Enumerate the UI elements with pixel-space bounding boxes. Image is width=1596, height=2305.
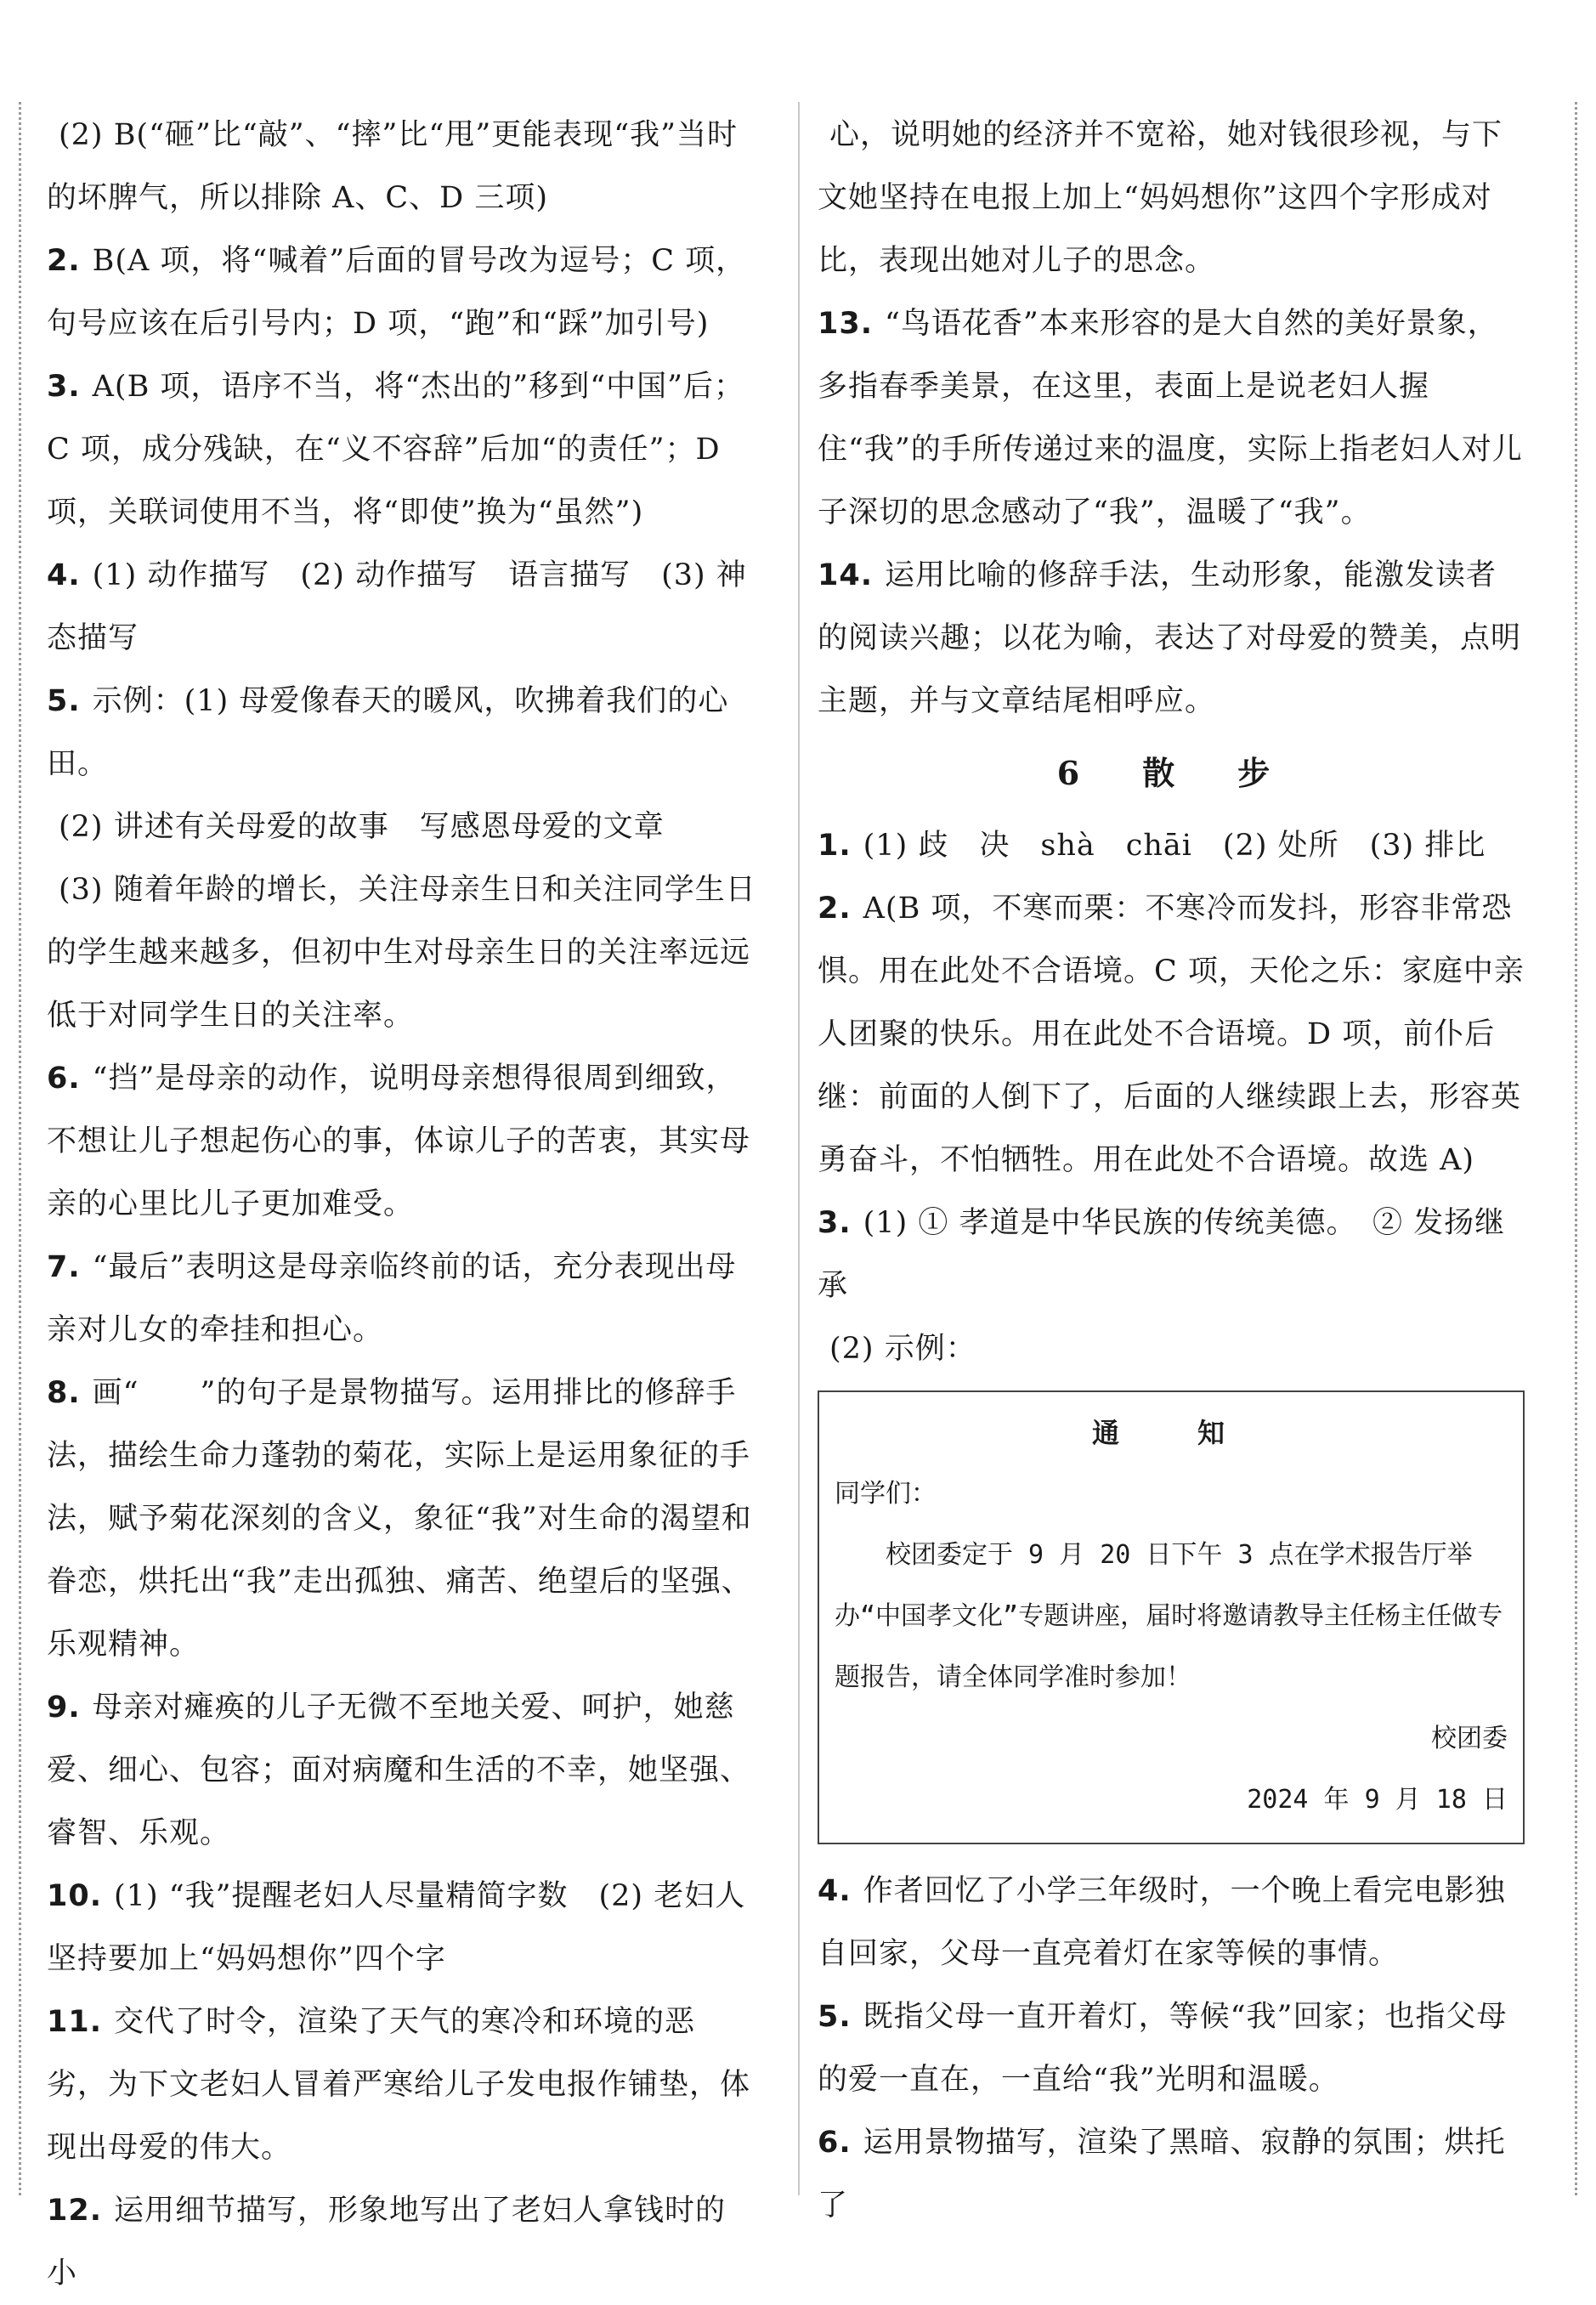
column-divider [798,102,800,2195]
notice-signer: 校团委 [1431,1724,1508,1753]
notice-title: 通 知 [1091,1417,1250,1449]
answer-item: 11. 交代了时令，渲染了天气的寒冷和环境的恶劣，为下文老妇人冒着严寒给儿子发电报作铺垫，体现出母爱的伟大。 [47,2005,751,2165]
answer-item: (2) B(“砸”比“敲”、“摔”比“甩”更能表现“我”当时的坏脾气，所以排除 A、C、D 三项) [47,118,739,215]
left-dotted-margin [19,102,21,2195]
answer-item: (3) 随着年龄的增长，关注母亲生日和关注同学生日的学生越来越多，但初中生对母亲生日的关注率远远低于对同学生日的关注率。 [47,873,756,1033]
left-column [47,104,756,2305]
answer-item: 6. “挡”是母亲的动作，说明母亲想得很周到细致，不想让儿子想起伤心的事，体谅儿子的苦衷，其实母亲的心里比儿子更加难受。 [47,1062,751,1221]
answer-item: 5. 示例：(1) 母爱像春天的暖风，吹拂着我们的心田。 [47,684,729,781]
notice-greeting: 同学们： [835,1479,937,1509]
notice-box [818,1390,1525,1844]
right-column [818,104,1525,2237]
section-title: 6 散 步 [1056,754,1286,792]
answer-item: 2. A(B 项，不寒而栗：不寒冷而发抖，形容非常恐惧。用在此处不合语境。C 项，天伦之乐：家庭中亲人团聚的快乐。用在此处不合语境。D 项，前仆后继：前面的人倒下了，后面的人继续跟上去，形容英勇奋斗，不怕牺牲。用在此处不合语境。故选 A) [818,892,1525,1177]
answer-item: 10. (1) “我”提醒老妇人尽量精简字数 (2) 老妇人坚持要加上“妈妈想你”四个字 [47,1879,746,1976]
answer-item: 13. “鸟语花香”本来形容的是大自然的美好景象，多指春季美景，在这里，表面上是说老妇人握住“我”的手所传递过来的温度，实际上指老妇人对儿子深切的思念感动了“我”，温暖了“我”。 [818,307,1523,530]
answer-item: 14. 运用比喻的修辞手法，生动形象，能激发读者的阅读兴趣；以花为喻，表达了对母爱的赞美，点明主题，并与文章结尾相呼应。 [818,558,1522,718]
answer-item: (2) 讲述有关母爱的故事 写感恩母爱的文章 [59,810,665,844]
answer-item: 4. 作者回忆了小学三年级时，一个晚上看完电影独自回家，父母一直亮着灯在家等候的事情。 [818,1874,1506,1971]
right-dotted-margin [1575,102,1577,2195]
answer-item: 心，说明她的经济并不宽裕，她对钱很珍视，与下文她坚持在电报上加上“妈妈想你”这四个字形成对比，表现出她对儿子的思念。 [818,118,1503,278]
answer-item: 8. 画“ ”的句子是景物描写。运用排比的修辞手法，描绘生命力蓬勃的菊花，实际上是运用象征的手法，赋予菊花深刻的含义，象征“我”对生命的渴望和眷恋，烘托出“我”走出孤独、痛苦、绝望后的坚强、乐观精神。 [47,1376,752,1662]
answer-item: 5. 既指父母一直开着灯，等候“我”回家；也指父母的爱一直在，一直给“我”光明和温暖。 [818,2000,1508,2097]
answer-item: 6. 运用景物描写，渲染了黑暗、寂静的氛围；烘托了 [818,2126,1506,2223]
answer-item: 3. A(B 项，语序不当，将“杰出的”移到“中国”后；C 项，成分残缺，在“义不容辞”后加“的责任”；D 项，关联词使用不当，将“即使”换为“虽然”) [47,370,745,530]
notice-body: 校团委定于 9 月 20 日下午 3 点在学术报告厅举办“中国孝文化”专题讲座，届时将邀请教导主任杨主任做专题报告，请全体同学准时参加！ [835,1540,1503,1692]
answer-item: 12. 运用细节描写，形象地写出了老妇人拿钱时的小 [47,2194,727,2291]
answer-item: 2. B(A 项，将“喊着”后面的冒号改为逗号；C 项，句号应该在后引号内；D 项，“跑”和“踩”加引号) [47,244,747,341]
notice-date: 2024 年 9 月 18 日 [1247,1785,1508,1815]
answer-item: 3. (1) ① 孝道是中华民族的传统美德。 ② 发扬继承 [818,1206,1506,1303]
answer-item: 9. 母亲对瘫痪的儿子无微不至地关爱、呵护，她慈爱、细心、包容；面对病魔和生活的不幸，她坚强、睿智、乐观。 [47,1691,751,1850]
answer-item: (2) 示例： [829,1332,976,1366]
answer-item: 1. (1) 歧 决 shà chāi (2) 处所 (3) 排比 [818,829,1486,863]
answer-item: 7. “最后”表明这是母亲临终前的话，充分表现出母亲对儿女的牵挂和担心。 [47,1250,737,1347]
answer-item: 4. (1) 动作描写 (2) 动作描写 语言描写 (3) 神态描写 [47,558,747,655]
